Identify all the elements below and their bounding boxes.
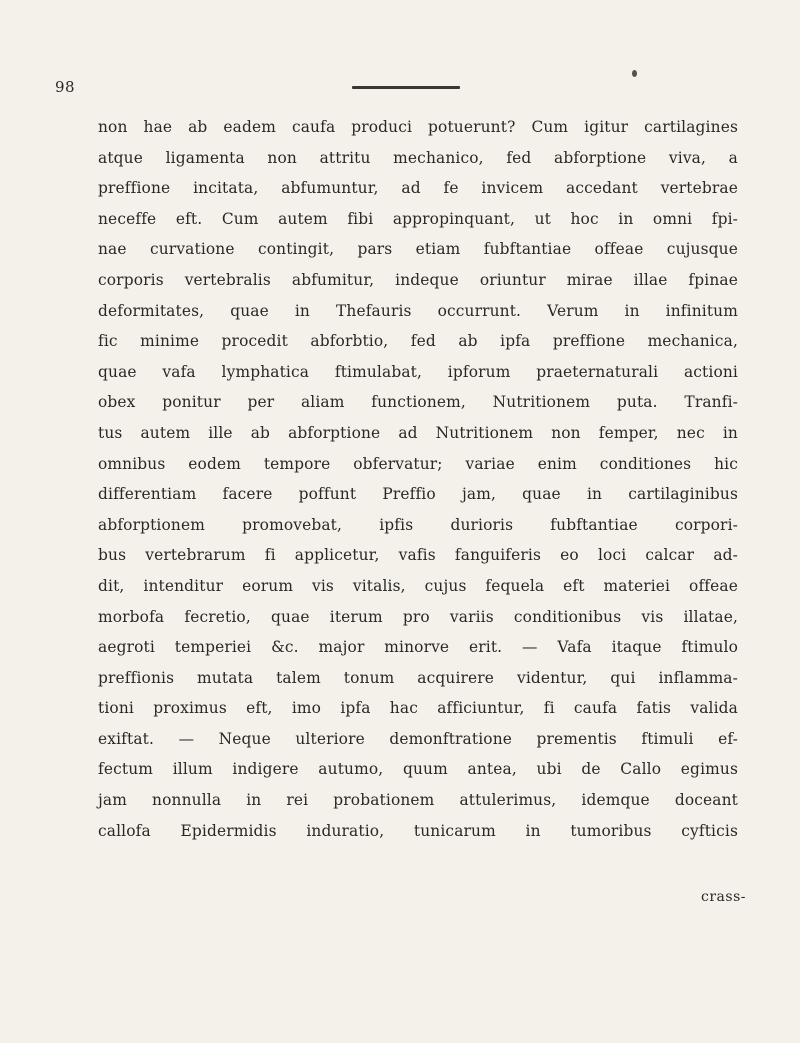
ink-spot	[632, 70, 637, 77]
text-line: morbofa fecretio, quae iterum pro variis conditionibus vis illatae,	[98, 607, 738, 626]
text-line: differentiam facere poffunt Preffio jam, quae in cartilaginibus	[98, 485, 738, 504]
text-line: preffione incitata, abfumuntur, ad fe invicem accedant vertebrae	[98, 179, 738, 198]
text-line: non hae ab eadem caufa produci potuerunt? Cum igitur cartilagines	[98, 118, 738, 136]
text-line: neceffe eft. Cum autem fibi appropinquant, ut hoc in omni fpi-	[98, 209, 738, 228]
text-line: tioni proximus eft, imo ipfa hac afficiuntur, fi caufa fatis valida	[98, 699, 738, 718]
text-line: nae curvatione contingit, pars etiam fubftantiae offeae cujusque	[98, 240, 738, 259]
text-line: fectum illum indigere autumo, quum antea, ubi de Callo egimus	[98, 760, 738, 779]
text-line: dit, intenditur eorum vis vitalis, cujus fequela eft materiei offeae	[98, 576, 738, 595]
text-line: aegroti temperiei &c. major minorve erit. — Vafa itaque ftimulo	[98, 638, 738, 657]
text-line: tus autem ille ab abforptione ad Nutritionem non femper, nec in	[98, 423, 738, 442]
text-line: atque ligamenta non attritu mechanico, fed abforptione viva, a	[98, 148, 738, 167]
header-rule	[352, 86, 460, 89]
text-line: corporis vertebralis abfumitur, indeque oriuntur mirae illae fpinae	[98, 270, 738, 289]
text-line: fic minime procedit abforbtio, fed ab ipfa preffione mechanica,	[98, 332, 738, 351]
text-line: bus vertebrarum fi applicetur, vafis fanguiferis eo loci calcar ad-	[98, 546, 738, 565]
text-line: exiftat. — Neque ulteriore demonftratione prementis ftimuli ef-	[98, 729, 738, 748]
text-line: callofa Epidermidis induratio, tunicarum in tumoribus cyfticis	[98, 821, 738, 840]
text-line: abforptionem promovebat, ipfis durioris fubftantiae corpori-	[98, 515, 738, 534]
text-line: quae vafa lymphatica ftimulabat, ipforum praeternaturali actioni	[98, 362, 738, 381]
text-line: preffionis mutata talem tonum acquirere videntur, qui inflamma-	[98, 668, 738, 687]
text-line: obex ponitur per aliam functionem, Nutritionem puta. Tranfi-	[98, 393, 738, 412]
page-number: 98	[55, 78, 76, 96]
catchword: crass-	[701, 889, 746, 905]
text-line: jam nonnulla in rei probationem attulerimus, idemque doceant	[98, 791, 738, 810]
text-line: omnibus eodem tempore obfervatur; variae enim conditiones hic	[98, 454, 738, 473]
body-text	[98, 112, 738, 846]
text-line: deformitates, quae in Thefauris occurrunt. Verum in infinitum	[98, 301, 738, 320]
